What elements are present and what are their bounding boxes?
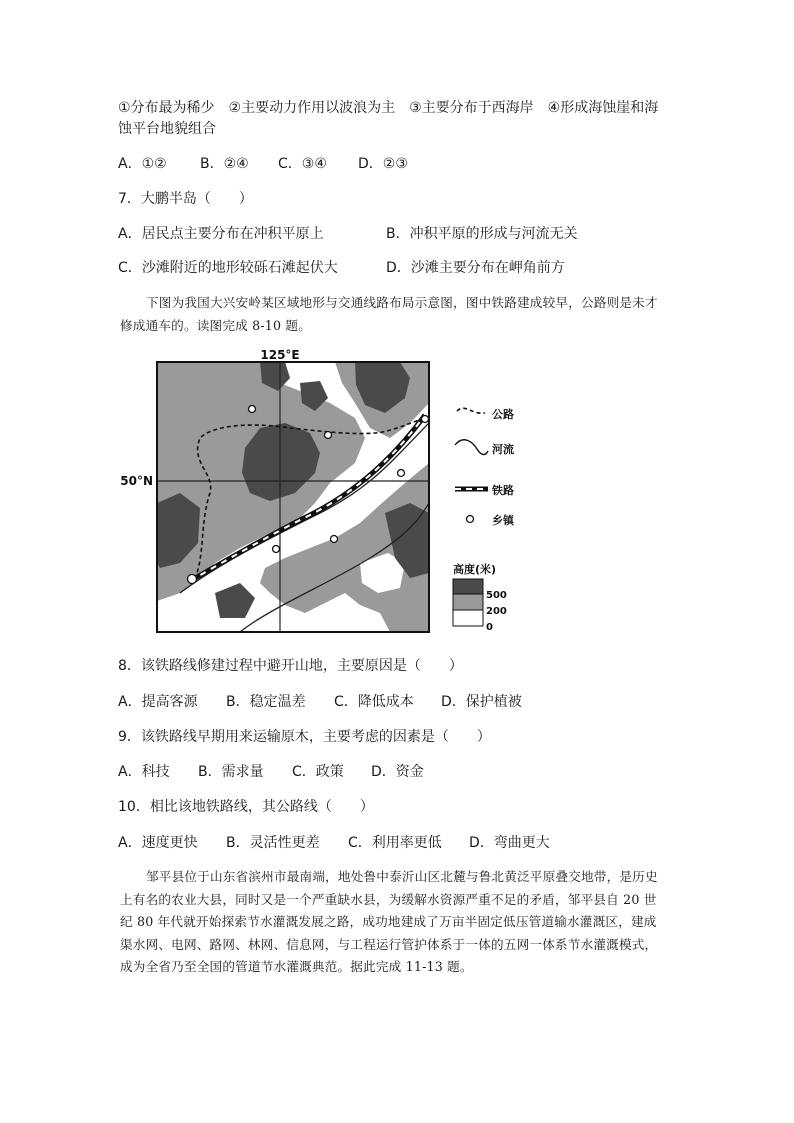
- q7-option-c: C．沙滩附近的地形较砾石滩起伏大: [118, 260, 338, 276]
- q9-stem: 9．该铁路线早期用来运输原木，主要考虑的因素是（ ）: [118, 729, 491, 745]
- q10-option-d: D．弯曲更大: [469, 835, 550, 851]
- q6-option-d: D．②③: [358, 156, 408, 172]
- legend-town-label: 乡镇: [492, 514, 514, 527]
- q9-option-b: B．需求量: [198, 764, 264, 780]
- elevation-tick-200: 200: [486, 606, 507, 617]
- q7-option-d: D．沙滩主要分布在岬角前方: [386, 260, 565, 276]
- legend-road-label: 公路: [492, 408, 514, 421]
- q7-stem: 7．大鹏半岛（ ）: [118, 191, 253, 207]
- q9-option-a: A．科技: [118, 764, 170, 780]
- q6-statements-line2: 蚀平台地貌组合: [118, 121, 216, 137]
- q9-option-d: D．资金: [371, 764, 424, 780]
- q10-stem: 10．相比该地铁路线，其公路线（ ）: [118, 799, 374, 815]
- latitude-label: 50°N: [120, 474, 153, 488]
- legend-railway-label: 铁路: [492, 484, 514, 497]
- q8-stem: 8．该铁路线修建过程中避开山地，主要原因是（ ）: [118, 658, 463, 674]
- q6-option-a: A．①②: [118, 156, 167, 172]
- q10-option-a: A．速度更快: [118, 835, 198, 851]
- elevation-swatch-mid: [453, 594, 483, 610]
- q7-option-a: A．居民点主要分布在冲积平原上: [118, 226, 324, 242]
- q9-option-c: C．政策: [292, 764, 344, 780]
- q8-option-c: C．降低成本: [334, 694, 414, 710]
- q7-option-b: B．冲积平原的形成与河流无关: [386, 226, 578, 242]
- longitude-label: 125°E: [260, 348, 300, 362]
- q6-option-c: C．③④: [278, 156, 327, 172]
- elevation-swatch-high: [453, 579, 483, 594]
- intro-8-10: 下图为我国大兴安岭某区域地形与交通线路布局示意图，图中铁路建成较早，公路则是未才修成通车的。读图完成 8-10 题。: [120, 295, 658, 333]
- legend-road-symbol: [457, 408, 485, 413]
- elevation-tick-0: 0: [486, 622, 493, 633]
- q8-option-d: D．保护植被: [441, 694, 522, 710]
- legend-river-label: 河流: [492, 443, 514, 456]
- q8-option-a: A．提高客源: [118, 694, 198, 710]
- terrain-transport-map: [120, 343, 520, 638]
- elevation-legend-title: 高度(米): [453, 563, 497, 576]
- q6-statements-line1: ①分布最为稀少 ②主要动力作用以波浪为主 ③主要分布于西海岸 ④形成海蚀崖和海: [118, 100, 659, 116]
- elevation-tick-500: 500: [486, 590, 507, 601]
- q8-option-b: B．稳定温差: [226, 694, 306, 710]
- q6-option-b: B．②④: [200, 156, 249, 172]
- q10-option-c: C．利用率更低: [348, 835, 442, 851]
- elevation-swatch-low: [453, 610, 483, 626]
- legend-river-symbol: [455, 440, 488, 455]
- intro-11-13: 邹平县位于山东省滨州市最南端，地处鲁中泰沂山区北麓与鲁北黄泛平原叠交地带，是历史上有名的农业大县，同时又是一个严重缺水县，为缓解水资源严重不足的矛盾，邹平县自 20 世纪 80 年代就开始探索节水灌溉发展之路，成功地建成了万亩半固定低压管道输水灌溉区，建成渠水网、电网、路网、林网、信息网，与工程运行管护体系于一体的五网一体系节水灌溉模式，成为全省乃至全国的管道节水灌溉典范。据此完成 11-13 题。: [120, 869, 658, 974]
- q10-option-b: B．灵活性更差: [226, 835, 320, 851]
- legend-town-symbol: [467, 516, 474, 523]
